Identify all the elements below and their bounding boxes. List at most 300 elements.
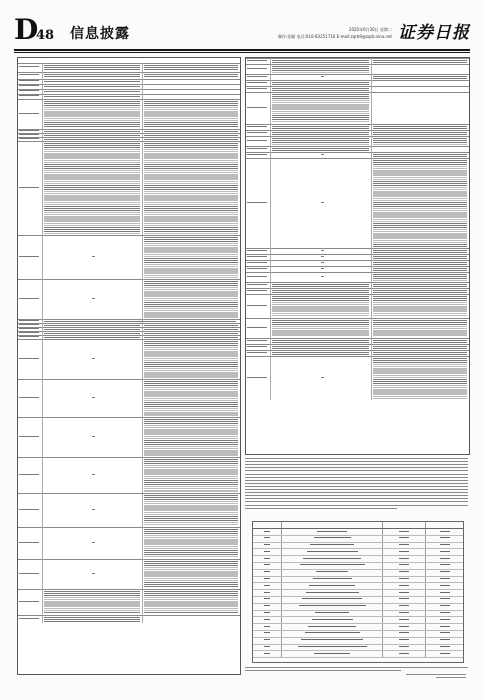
row-number: [19, 324, 39, 325]
summary-cell: [253, 583, 282, 589]
cell-text: [373, 262, 467, 265]
column-divider: [42, 141, 43, 235]
row-number: [19, 298, 39, 299]
summary-cell: [383, 577, 426, 583]
cell-text: [399, 571, 409, 572]
cell-text: [373, 250, 467, 253]
cell-text: [317, 531, 347, 532]
cell-text: [44, 96, 140, 98]
cell-text: [399, 544, 409, 545]
row-number: [19, 66, 39, 67]
column-divider: [142, 72, 143, 79]
summary-cell: [253, 590, 282, 596]
summary-cell: [253, 631, 282, 637]
table-row: [246, 356, 469, 400]
cell-text: [44, 81, 140, 83]
column-divider: [142, 235, 143, 279]
cell-text: [92, 542, 95, 543]
row-number: [19, 138, 39, 139]
cell-text: [316, 571, 348, 572]
column-divider: [371, 136, 372, 146]
cell-text: [399, 558, 409, 559]
cell-text: [144, 325, 238, 326]
summary-cell: [426, 645, 463, 651]
summary-cell: [383, 590, 426, 596]
row-number: [19, 358, 39, 359]
text-line: [245, 461, 468, 462]
summary-cell: [253, 651, 282, 657]
summary-cell: [253, 645, 282, 651]
section-title: 信息披露: [70, 26, 130, 42]
cell-text: [144, 561, 238, 588]
cell-text: [272, 284, 369, 287]
cell-text: [306, 592, 359, 593]
cell-text: [373, 284, 467, 287]
summary-table-row: [253, 617, 463, 624]
table-row: [18, 589, 240, 615]
cell-text: [373, 290, 467, 293]
cell-text: [144, 337, 238, 338]
table-row: [18, 457, 240, 493]
summary-cell: [383, 583, 426, 589]
row-number: [247, 284, 267, 285]
column-divider: [371, 318, 372, 338]
cell-text: [373, 352, 467, 355]
cell-text: [44, 139, 140, 140]
cell-text: [399, 585, 409, 586]
column-divider: [371, 92, 372, 124]
cell-text: [321, 377, 324, 378]
row-number: [19, 336, 39, 337]
notes-paragraph: [245, 456, 468, 516]
summary-cell: [383, 624, 426, 630]
summary-cell: [253, 617, 282, 623]
cell-text: [399, 531, 409, 532]
text-line: [245, 483, 468, 484]
summary-table-row: [253, 577, 463, 584]
summary-table-row: [253, 583, 463, 590]
summary-table-row: [253, 590, 463, 597]
summary-cell: [383, 645, 426, 651]
cell-text: [314, 537, 351, 538]
cell-text: [399, 646, 409, 647]
table-row: [18, 379, 240, 417]
column-divider: [42, 279, 43, 319]
summary-table-row: [253, 597, 463, 604]
cell-text: [373, 268, 467, 271]
cell-text: [321, 154, 324, 155]
column-divider: [142, 63, 143, 72]
row-number: [247, 76, 267, 77]
column-divider: [142, 417, 143, 457]
summary-cell: [426, 638, 463, 644]
summary-cell: [383, 604, 426, 610]
summary-cell: [282, 604, 383, 610]
summary-table-row: [253, 570, 463, 577]
cell-text: [440, 564, 450, 565]
cell-text: [301, 639, 363, 640]
summary-header-cell: [383, 522, 426, 528]
table-row: [246, 318, 469, 338]
summary-cell: [383, 597, 426, 603]
cell-text: [440, 646, 450, 647]
column-divider: [42, 99, 43, 129]
cell-text: [272, 82, 369, 85]
summary-cell: [282, 624, 383, 630]
row-number: [247, 262, 267, 263]
cell-text: [440, 605, 450, 606]
text-line: [245, 467, 468, 468]
cell-text: [302, 598, 362, 599]
cell-text: [92, 397, 95, 398]
table-row: [18, 559, 240, 589]
cell-text: [264, 571, 270, 572]
cell-text: [440, 612, 450, 613]
cell-text: [399, 619, 409, 620]
cell-text: [144, 237, 238, 278]
cell-text: [92, 509, 95, 510]
cell-text: [440, 558, 450, 559]
cell-text: [440, 585, 450, 586]
text-line: [245, 495, 468, 496]
column-divider: [270, 136, 271, 146]
cell-text: [92, 474, 95, 475]
summary-cell: [253, 570, 282, 576]
column-divider: [42, 339, 43, 379]
cell-text: [44, 65, 140, 71]
summary-cell: [282, 645, 383, 651]
summary-cell: [282, 638, 383, 644]
cell-text: [399, 626, 409, 627]
column-divider: [142, 379, 143, 417]
cell-text: [440, 619, 450, 620]
table-row: [18, 493, 240, 527]
cell-text: [144, 281, 238, 318]
summary-cell: [253, 597, 282, 603]
cell-text: [399, 537, 409, 538]
table-row: [18, 235, 240, 279]
table-row: [18, 279, 240, 319]
row-number: [19, 542, 39, 543]
cell-text: [373, 296, 467, 317]
column-divider: [142, 493, 143, 527]
row-number: [19, 509, 39, 510]
row-number: [19, 187, 39, 188]
table-row: [246, 158, 469, 248]
row-number: [19, 573, 39, 574]
table-row: [18, 63, 240, 72]
summary-cell: [282, 529, 383, 535]
summary-cell: [253, 563, 282, 569]
summary-cell: [282, 631, 383, 637]
cell-text: [264, 592, 270, 593]
summary-cell: [426, 549, 463, 555]
summary-cell: [383, 536, 426, 542]
column-divider: [142, 559, 143, 589]
table-row: [18, 72, 240, 79]
cell-text: [321, 256, 324, 257]
column-divider: [142, 339, 143, 379]
cell-text: [312, 619, 353, 620]
cell-text: [440, 531, 450, 532]
text-line: [245, 458, 468, 459]
summary-cell: [426, 604, 463, 610]
summary-cell: [383, 529, 426, 535]
summary-table-row: [253, 563, 463, 570]
cell-text: [440, 551, 450, 552]
cell-text: [399, 598, 409, 599]
column-divider: [142, 457, 143, 493]
cell-text: [144, 341, 238, 378]
summary-cell: [383, 570, 426, 576]
cell-text: [44, 135, 140, 136]
cell-text: [310, 544, 354, 545]
summary-cell: [253, 543, 282, 549]
cell-text: [373, 160, 467, 247]
row-number: [19, 134, 39, 135]
row-number: [247, 327, 267, 328]
cell-text: [272, 340, 369, 343]
cell-text: [272, 126, 369, 129]
summary-cell: [282, 543, 383, 549]
column-divider: [42, 615, 43, 623]
row-number: [19, 332, 39, 333]
summary-cell: [426, 611, 463, 617]
row-number: [19, 256, 39, 257]
column-divider: [270, 64, 271, 74]
summary-cell: [426, 529, 463, 535]
cell-text: [264, 558, 270, 559]
cell-text: [144, 329, 238, 330]
row-number: [247, 82, 267, 83]
cell-text: [144, 143, 238, 234]
cell-text: [44, 337, 140, 338]
cell-text: [399, 592, 409, 593]
summary-cell: [282, 583, 383, 589]
summary-cell: [426, 543, 463, 549]
row-number: [247, 60, 267, 61]
page-number: 48: [36, 28, 55, 43]
summary-table-row: [253, 651, 463, 658]
summary-cell: [383, 638, 426, 644]
cell-text: [44, 591, 140, 614]
text-line: [245, 508, 397, 509]
cell-text: [373, 274, 467, 281]
row-number: [247, 154, 267, 155]
cell-text: [272, 290, 369, 293]
text-line: [245, 480, 468, 481]
cell-text: [144, 131, 238, 132]
cell-text: [399, 612, 409, 613]
summary-cell: [383, 631, 426, 637]
summary-table-row: [253, 624, 463, 631]
cell-text: [440, 592, 450, 593]
cell-text: [272, 352, 369, 355]
summary-table-row: [253, 543, 463, 550]
table-row: [246, 92, 469, 124]
summary-table-row: [253, 549, 463, 556]
cell-text: [373, 340, 467, 343]
masthead-rule-thick: [14, 49, 470, 51]
cell-text: [272, 132, 369, 135]
column-divider: [371, 64, 372, 74]
summary-cell: [282, 611, 383, 617]
table-row: [18, 527, 240, 559]
column-divider: [371, 294, 372, 318]
summary-cell: [426, 617, 463, 623]
cell-text: [92, 256, 95, 257]
row-number: [19, 95, 39, 96]
cell-text: [144, 101, 238, 128]
text-line: [245, 464, 468, 465]
cell-text: [44, 74, 140, 78]
column-divider: [371, 158, 372, 248]
row-number: [247, 346, 267, 347]
row-number: [19, 90, 39, 91]
row-number: [247, 305, 267, 306]
column-divider: [270, 92, 271, 124]
cell-text: [264, 598, 270, 599]
row-number: [247, 107, 267, 108]
summary-cell: [426, 577, 463, 583]
summary-cell: [426, 583, 463, 589]
newspaper-logo: 证券日报: [398, 23, 470, 43]
cell-text: [321, 76, 324, 77]
cell-text: [321, 250, 324, 251]
text-line: [245, 477, 468, 478]
cell-text: [144, 74, 238, 78]
row-number: [247, 148, 267, 149]
summary-cell: [282, 570, 383, 576]
row-number: [19, 436, 39, 437]
summary-cell: [282, 617, 383, 623]
text-line: [245, 505, 468, 506]
summary-cell: [253, 536, 282, 542]
summary-cell: [282, 549, 383, 555]
cell-text: [144, 591, 238, 614]
text-line: [245, 470, 468, 471]
cell-text: [272, 148, 369, 151]
cell-text: [373, 138, 467, 145]
summary-cell: [426, 651, 463, 657]
cell-text: [92, 298, 95, 299]
cell-text: [272, 346, 369, 349]
row-number: [247, 202, 267, 203]
cell-text: [272, 94, 369, 123]
cell-text: [44, 321, 236, 322]
column-divider: [270, 318, 271, 338]
cell-text: [272, 320, 369, 337]
table-row: [246, 64, 469, 74]
row-number: [19, 74, 39, 75]
cell-text: [303, 558, 361, 559]
cell-text: [44, 143, 140, 234]
cell-text: [373, 76, 467, 79]
cell-text: [44, 325, 140, 326]
column-divider: [142, 99, 143, 129]
cell-text: [399, 605, 409, 606]
cell-text: [305, 632, 360, 633]
table-row: [246, 294, 469, 318]
cell-text: [272, 296, 369, 317]
company-signature: [406, 674, 466, 675]
summary-cell: [282, 536, 383, 542]
summary-cell: [282, 597, 383, 603]
cell-text: [272, 138, 369, 145]
cell-text: [264, 632, 270, 633]
summary-table-row: [253, 556, 463, 563]
cell-text: [440, 632, 450, 633]
row-number: [247, 88, 267, 89]
cell-text: [300, 564, 365, 565]
column-divider: [142, 589, 143, 615]
column-divider: [42, 559, 43, 589]
cell-text: [440, 653, 450, 654]
text-line: [245, 492, 468, 493]
cell-text: [373, 60, 467, 63]
cell-text: [399, 551, 409, 552]
cell-text: [44, 101, 140, 128]
column-divider: [270, 294, 271, 318]
cell-text: [399, 578, 409, 579]
cell-text: [264, 612, 270, 613]
cell-text: [144, 381, 238, 416]
cell-text: [314, 653, 350, 654]
cell-text: [92, 573, 95, 574]
cell-text: [144, 139, 238, 140]
cell-text: [144, 333, 238, 334]
summary-table-row: [253, 529, 463, 536]
cell-text: [399, 564, 409, 565]
signature-date: [436, 677, 466, 678]
cell-text: [264, 544, 270, 545]
summary-cell: [282, 577, 383, 583]
table-row: [18, 615, 240, 623]
cell-text: [321, 276, 324, 277]
cell-text: [144, 529, 238, 558]
page-letter: D: [14, 13, 39, 46]
column-divider: [270, 356, 271, 400]
summary-cell: [282, 651, 383, 657]
column-divider: [371, 272, 372, 282]
summary-cell: [253, 611, 282, 617]
table-row: [18, 417, 240, 457]
cell-text: [308, 626, 356, 627]
text-line: [245, 474, 468, 475]
row-number: [19, 320, 39, 321]
left-disclosure-table: [17, 57, 241, 675]
summary-table: [252, 521, 464, 663]
cell-text: [92, 358, 95, 359]
row-number: [19, 80, 39, 81]
cell-text: [313, 578, 352, 579]
summary-cell: [253, 529, 282, 535]
summary-cell: [383, 549, 426, 555]
row-number: [19, 474, 39, 475]
column-divider: [42, 235, 43, 279]
summary-cell: [253, 556, 282, 562]
summary-cell: [383, 543, 426, 549]
summary-cell: [426, 556, 463, 562]
summary-cell: [426, 563, 463, 569]
cell-text: [440, 598, 450, 599]
summary-cell: [253, 604, 282, 610]
footer-text-line: [245, 670, 401, 671]
summary-table-row: [253, 611, 463, 618]
column-divider: [270, 158, 271, 248]
table-row: [246, 272, 469, 282]
column-divider: [142, 527, 143, 559]
